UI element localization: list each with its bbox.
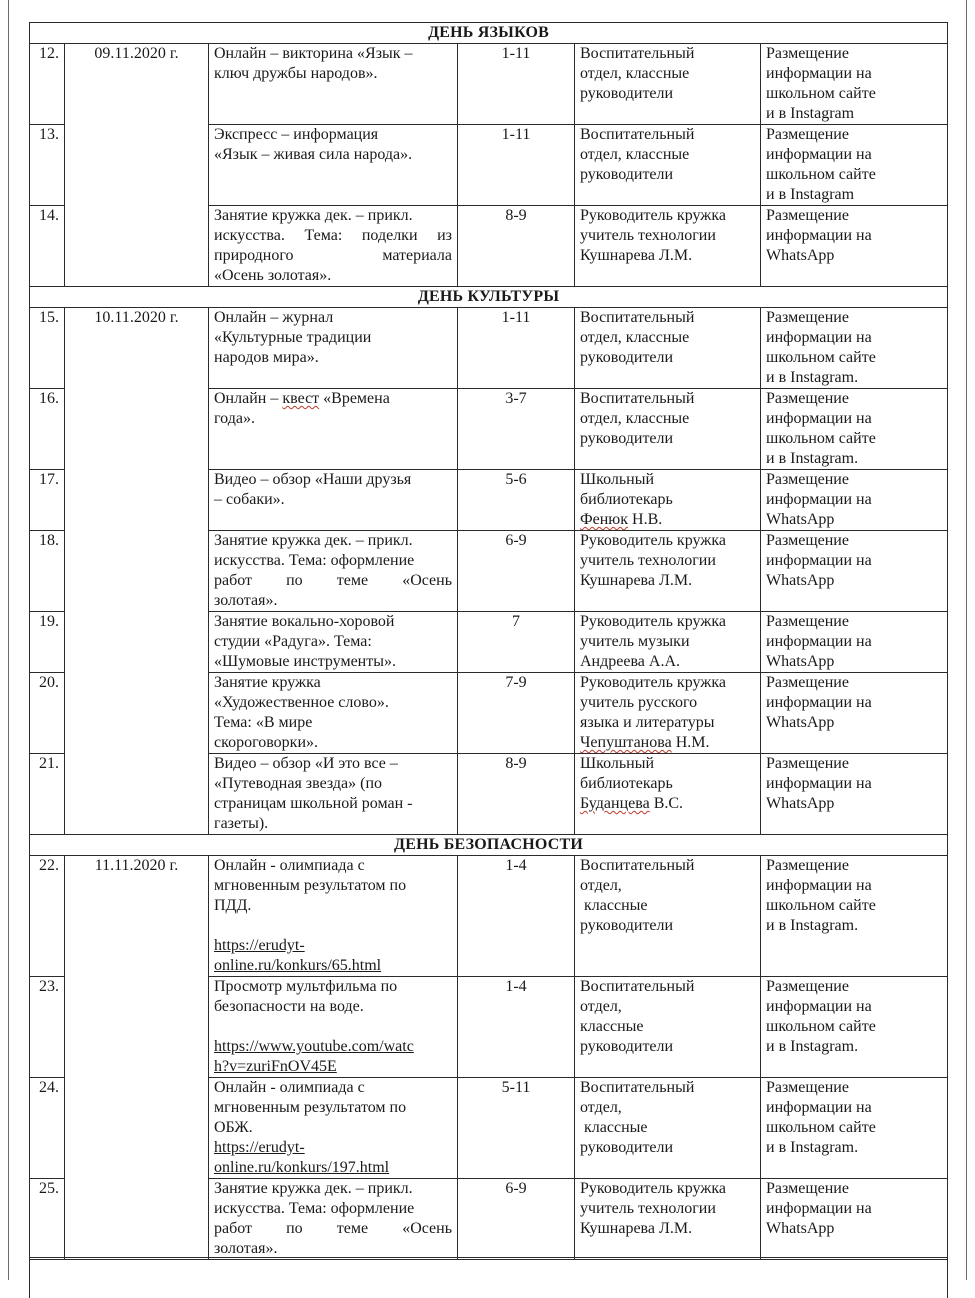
event-title: Онлайн - олимпиада с мгновенным результатом по ПДД. https://erudyt- online.ru/konkurs/65.html [209, 856, 458, 977]
event-title: Видео – обзор «И это все – «Путеводная звезда» (по страницам школьной роман - газеты). [209, 754, 458, 835]
empty-trailing-row [29, 1257, 948, 1298]
event-title: Занятие кружка «Художественное слово». Тема: «В мире скороговорки». [209, 673, 458, 754]
section-header-row [30, 835, 948, 856]
event-title: Экспресс – информация «Язык – живая сила народа». [209, 125, 458, 206]
responsible: Школьный библиотекарь Фенюк Н.В. [575, 470, 761, 531]
table-row [30, 44, 948, 125]
events-schedule-table [29, 22, 948, 1260]
section-title: ДЕНЬ ЯЗЫКОВ [30, 23, 948, 44]
grade-range: 6-9 [458, 1179, 575, 1260]
event-title: Занятие кружка дек. – прикл. искусства. Тема: оформление работ по теме «Осень золотая». [209, 531, 458, 612]
grade-range: 1-11 [458, 308, 575, 389]
row-number: 21. [30, 754, 65, 835]
grade-range: 1-4 [458, 856, 575, 977]
grade-range: 8-9 [458, 206, 575, 287]
row-number: 13. [30, 125, 65, 206]
event-title: Онлайн – викторина «Язык – ключ дружбы народов». [209, 44, 458, 125]
external-link[interactable]: https://erudyt- online.ru/konkurs/65.html [214, 937, 382, 974]
event-title: Занятие кружка дек. – прикл. искусства. Тема: поделки из природного материала «Осень золотая». [209, 206, 458, 287]
section-header-row [30, 23, 948, 44]
publication-place: Размещение информации на WhatsApp [761, 612, 948, 673]
grade-range: 8-9 [458, 754, 575, 835]
responsible: Воспитательный отдел, классные руководители [575, 1078, 761, 1179]
row-number: 18. [30, 531, 65, 612]
section-title: ДЕНЬ КУЛЬТУРЫ [30, 287, 948, 308]
responsible: Воспитательный отдел, классные руководители [575, 856, 761, 977]
row-number: 23. [30, 977, 65, 1078]
event-date: 11.11.2020 г. [65, 856, 209, 1260]
responsible: Школьный библиотекарь Буданцева В.С. [575, 754, 761, 835]
grade-range: 3-7 [458, 389, 575, 470]
row-number: 15. [30, 308, 65, 389]
section-header-row [30, 287, 948, 308]
external-link[interactable]: https://www.youtube.com/watc h?v=zuriFnOV45E [214, 1038, 414, 1075]
row-number: 22. [30, 856, 65, 977]
publication-place: Размещение информации на WhatsApp [761, 470, 948, 531]
event-title: Просмотр мультфильма по безопасности на воде. https://www.youtube.com/watc h?v=zuriFnOV45E [209, 977, 458, 1078]
table-row [30, 856, 948, 977]
event-title: Онлайн - олимпиада с мгновенным результатом по ОБЖ. https://erudyt- online.ru/konkurs/197.html [209, 1078, 458, 1179]
publication-place: Размещение информации на школьном сайте и в Instagram [761, 125, 948, 206]
publication-place: Размещение информации на школьном сайте и в Instagram. [761, 389, 948, 470]
page-edge-right [966, 0, 967, 1280]
publication-place: Размещение информации на школьном сайте и в Instagram. [761, 856, 948, 977]
external-link[interactable]: https://erudyt- online.ru/konkurs/197.html [214, 1139, 390, 1176]
publication-place: Размещение информации на школьном сайте и в Instagram. [761, 977, 948, 1078]
responsible: Воспитательный отдел, классные руководители [575, 44, 761, 125]
page-edge-left [8, 0, 9, 1280]
grade-range: 1-4 [458, 977, 575, 1078]
publication-place: Размещение информации на WhatsApp [761, 673, 948, 754]
grade-range: 5-11 [458, 1078, 575, 1179]
publication-place: Размещение информации на школьном сайте и в Instagram. [761, 308, 948, 389]
row-number: 24. [30, 1078, 65, 1179]
event-title: Видео – обзор «Наши друзья – собаки». [209, 470, 458, 531]
row-number: 12. [30, 44, 65, 125]
publication-place: Размещение информации на WhatsApp [761, 206, 948, 287]
section-title: ДЕНЬ БЕЗОПАСНОСТИ [30, 835, 948, 856]
responsible: Руководитель кружка учитель технологии Кушнарева Л.М. [575, 206, 761, 287]
row-number: 14. [30, 206, 65, 287]
grade-range: 1-11 [458, 44, 575, 125]
row-number: 17. [30, 470, 65, 531]
responsible: Руководитель кружка учитель русского языка и литературы Чепуштанова Н.М. [575, 673, 761, 754]
row-number: 25. [30, 1179, 65, 1260]
publication-place: Размещение информации на WhatsApp [761, 531, 948, 612]
table-row [30, 308, 948, 389]
row-number: 19. [30, 612, 65, 673]
event-title: Онлайн – журнал «Культурные традиции народов мира». [209, 308, 458, 389]
responsible: Руководитель кружка учитель технологии Кушнарева Л.М. [575, 1179, 761, 1260]
row-number: 16. [30, 389, 65, 470]
publication-place: Размещение информации на WhatsApp [761, 1179, 948, 1260]
responsible: Руководитель кружка учитель музыки Андреева А.А. [575, 612, 761, 673]
publication-place: Размещение информации на школьном сайте и в Instagram. [761, 1078, 948, 1179]
grade-range: 7-9 [458, 673, 575, 754]
event-title: Занятие кружка дек. – прикл. искусства. Тема: оформление работ по теме «Осень золотая». [209, 1179, 458, 1260]
grade-range: 6-9 [458, 531, 575, 612]
responsible: Воспитательный отдел, классные руководители [575, 308, 761, 389]
event-date: 09.11.2020 г. [65, 44, 209, 287]
publication-place: Размещение информации на WhatsApp [761, 754, 948, 835]
publication-place: Размещение информации на школьном сайте и в Instagram [761, 44, 948, 125]
event-title: Занятие вокально-хоровой студии «Радуга». Тема: «Шумовые инструменты». [209, 612, 458, 673]
responsible: Руководитель кружка учитель технологии Кушнарева Л.М. [575, 531, 761, 612]
responsible: Воспитательный отдел, классные руководители [575, 125, 761, 206]
grade-range: 7 [458, 612, 575, 673]
row-number: 20. [30, 673, 65, 754]
event-date: 10.11.2020 г. [65, 308, 209, 835]
event-title: Онлайн – квест «Времена года». [209, 389, 458, 470]
responsible: Воспитательный отдел, классные руководители [575, 977, 761, 1078]
grade-range: 1-11 [458, 125, 575, 206]
responsible: Воспитательный отдел, классные руководители [575, 389, 761, 470]
grade-range: 5-6 [458, 470, 575, 531]
